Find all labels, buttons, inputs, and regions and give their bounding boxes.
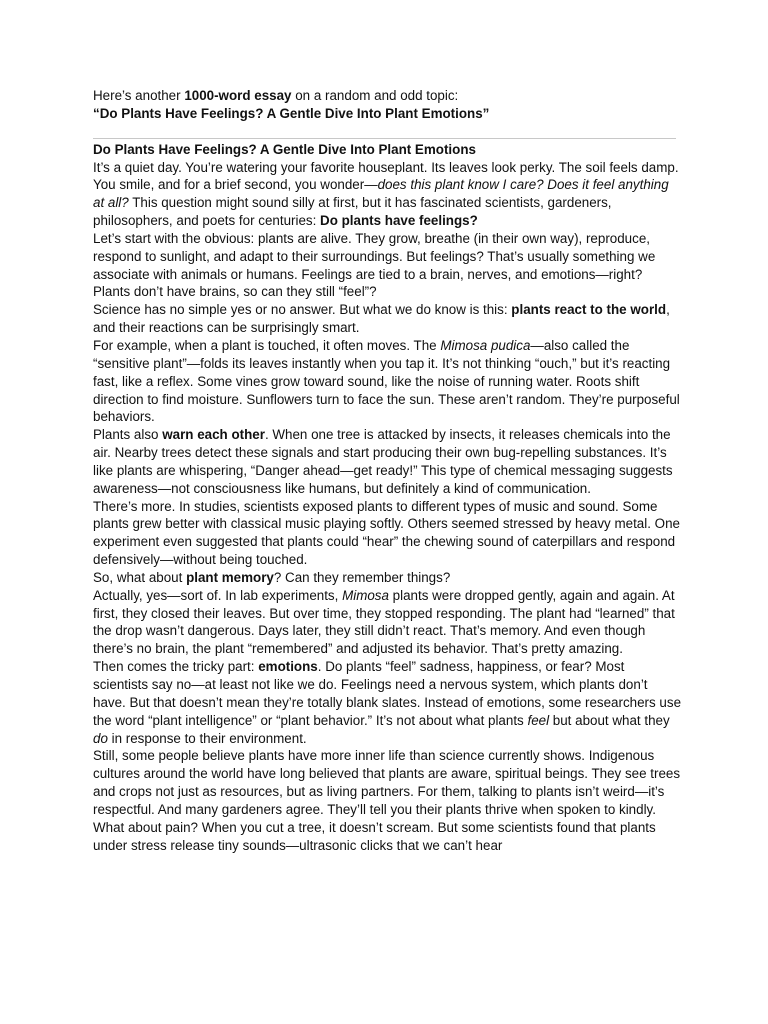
essay-paragraph (93, 819, 683, 855)
paragraph-run: in response to their environment. (107, 730, 307, 746)
paragraph-run: Actually, yes—sort of. In lab experiments, (93, 587, 343, 603)
paragraph-run: For example, when a plant is touched, it often moves. The (93, 337, 441, 353)
paragraph-run: plants react to the world (511, 302, 667, 318)
essay-paragraph (93, 569, 683, 587)
paragraph-run: Science has no simple yes or no answer. But what we do know is this: (93, 302, 512, 318)
paragraph-run: —also called the “sensitive plant”—folds its leaves instantly when you tap it. It’s not thinking “ouch,” but it’s reacting fast, like a reflex. Some vines grow toward sound, like the noise of running water. Roots shift direction to find moisture. Sunflowers turn to face the sun. These aren’t random. They’re purposeful behaviors. (93, 337, 680, 425)
paragraph-run: Mimosa (342, 587, 389, 603)
paragraph-run: does this plant know I care? Does it feel anything at all? (93, 177, 669, 211)
paragraph-run: Mimosa pudica (440, 337, 531, 353)
intro-lead: Here’s another (93, 88, 185, 103)
document-page (93, 87, 683, 854)
intro-lead-tail: on a random and odd topic: (291, 88, 459, 103)
paragraph-run: Still, some people believe plants have more inner life than science currently shows. Indigenous cultures around the world have long believed that plants are aware, spiritual beings. They see trees and crops not just as resources, but as living partners. For them, talking to plants isn’t weird—it’s respectful. And many gardeners agree. They’ll tell you their plants thrive when spoken to kindly. (93, 748, 681, 817)
paragraph-run: This question might sound silly at first, but it has fascinated scientists, gardeners, philosophers, and poets for centuries: (93, 195, 612, 229)
paragraph-run: Plants also (93, 427, 163, 443)
paragraph-run: . When one tree is attacked by insects, it releases chemicals into the air. Nearby trees detect these signals and start producing their own bug-repelling substances. It’s like plants are whispering, “Danger ahead—get ready!” This type of chemical messaging suggests awareness—not consciousness like humans, but definitely a kind of communication. (93, 427, 673, 496)
paragraph-run: but about what they (549, 712, 670, 728)
intro-lead-bold: 1000-word essay (184, 88, 292, 103)
paragraph-run: So, what about (93, 569, 187, 585)
essay-paragraph (93, 230, 683, 301)
essay-paragraph (93, 301, 683, 337)
paragraph-run: emotions (258, 659, 318, 675)
essay-title: Do Plants Have Feelings? A Gentle Dive Into Plant Emotions (93, 141, 476, 157)
intro-quoted-title (93, 105, 683, 123)
intro-line (93, 87, 683, 105)
essay-paragraph (93, 747, 683, 818)
paragraph-run: Let’s start with the obvious: plants are alive. They grow, breathe (in their own way), reproduce, respond to sunlight, and adapt to their surroundings. But feelings? That’s usually something we associate with animals or humans. Feelings are tied to a brain, nerves, and emotions—right? Plants don’t have brains, so can they still “feel”? (93, 230, 656, 300)
paragraph-run: What about pain? When you cut a tree, it doesn’t scream. But some scientists found that plants under stress release tiny sounds—ultrasonic clicks that we can’t hear (93, 819, 656, 853)
essay-paragraph (93, 337, 683, 426)
paragraph-run: There’s more. In studies, scientists exposed plants to different types of music and sound. Some plants grew better with classical music playing softly. Others seemed stressed by heavy metal. One experiment even suggested that plants could “hear” the chewing sound of caterpillars and respond defensively—without being touched. (93, 498, 680, 568)
essay-body (93, 159, 683, 855)
essay-paragraph (93, 426, 683, 497)
divider (93, 138, 676, 139)
paragraph-run: do (93, 730, 108, 746)
essay-paragraph (93, 587, 683, 658)
paragraph-run: ? Can they remember things? (273, 569, 451, 585)
paragraph-run: It’s a quiet day. You’re watering your favorite houseplant. Its leaves look perky. The soil feels damp. You smile, and for a brief second, you wonder— (93, 159, 679, 193)
paragraph-run: . Do plants “feel” sadness, happiness, or fear? Most scientists say no—at least not like we do. Feelings need a nervous system, which plants don’t have. But that doesn’t mean they’re totally blank slates. Instead of emotions, some researchers use the word “plant intelligence” or “plant behavior.” It’s not about what plants (93, 659, 682, 728)
paragraph-run: feel (527, 712, 550, 728)
essay-paragraph (93, 498, 683, 569)
intro-quoted-title-text: “Do Plants Have Feelings? A Gentle Dive Into Plant Emotions” (93, 105, 490, 121)
paragraph-run: Then comes the tricky part: (93, 659, 259, 675)
paragraph-run: , and their reactions can be surprisingly smart. (93, 302, 670, 336)
paragraph-run: plant memory (186, 569, 274, 585)
paragraph-run: warn each other (162, 427, 265, 443)
paragraph-run: plants were dropped gently, again and again. At first, they closed their leaves. But over time, they stopped responding. The plant had “learned” that the drop wasn’t dangerous. Days later, they still didn’t react. That’s memory. And even though there’s no brain, the plant “remembered” and adjusted its behavior. That’s pretty amazing. (93, 587, 675, 657)
essay-paragraph (93, 658, 683, 747)
paragraph-run: Do plants have feelings? (320, 213, 478, 229)
essay-paragraph (93, 159, 683, 230)
